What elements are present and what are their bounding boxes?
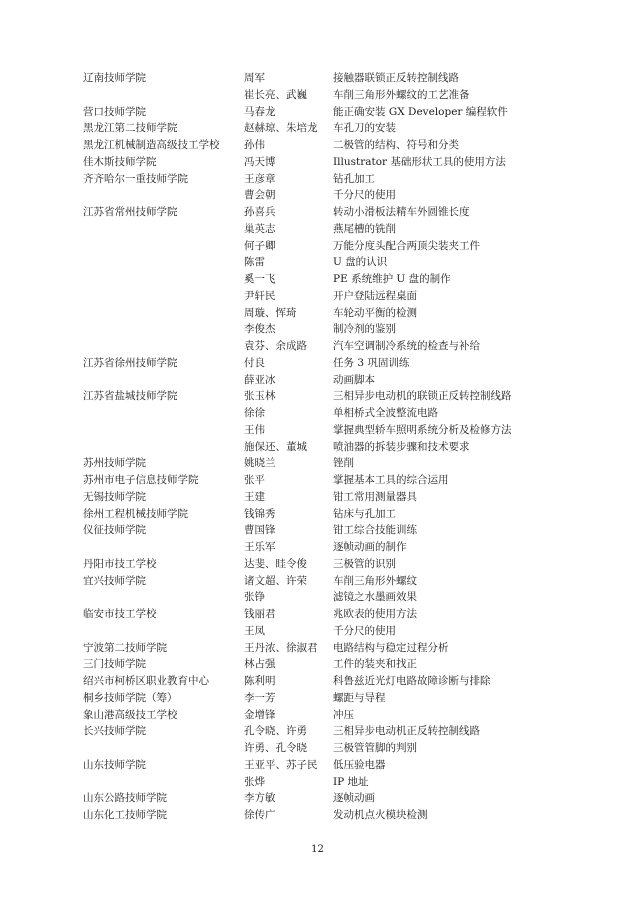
school-name: 丹阳市技工学校 bbox=[83, 557, 157, 570]
school-name: 仪征技师学院 bbox=[83, 524, 146, 537]
school-name: 黑龙江机械制造高级技工学校 bbox=[83, 139, 220, 151]
table-row bbox=[0, 690, 635, 707]
lesson-title: 车孔刀的安装 bbox=[333, 122, 396, 135]
school-name: 苏州技师学院 bbox=[83, 457, 146, 470]
teacher-names: 张铮 bbox=[244, 591, 265, 604]
teacher-names: 诸文超、许荣 bbox=[244, 574, 307, 587]
teacher-names: 赵赫琼、朱培龙 bbox=[244, 122, 318, 135]
school-name: 江苏省常州技师学院 bbox=[83, 206, 178, 218]
lesson-title: 燕尾槽的铣削 bbox=[333, 222, 396, 235]
table-row bbox=[0, 640, 635, 657]
table-row bbox=[0, 422, 635, 439]
teacher-names: 袁芬、余成路 bbox=[244, 340, 307, 352]
teacher-names: 何子卿 bbox=[244, 239, 276, 252]
teacher-names: 徐传广 bbox=[244, 809, 276, 821]
teacher-names: 曹国锋 bbox=[244, 524, 276, 537]
table-row bbox=[0, 656, 635, 673]
school-name: 山东公路技师学院 bbox=[83, 792, 167, 805]
table-row bbox=[0, 271, 635, 288]
table-row bbox=[0, 673, 635, 690]
table-row bbox=[0, 87, 635, 104]
table-row bbox=[0, 355, 635, 372]
teacher-names: 薛亚冰 bbox=[244, 373, 276, 386]
table-row bbox=[0, 489, 635, 506]
teacher-names: 王建 bbox=[244, 490, 265, 503]
school-name: 三门技师学院 bbox=[83, 658, 146, 671]
teacher-names: 陈雷 bbox=[244, 256, 265, 269]
teacher-names: 徐徐 bbox=[244, 407, 265, 419]
teacher-names: 王亚平、苏子民 bbox=[244, 758, 318, 771]
lesson-title: 千分尺的使用 bbox=[333, 189, 396, 202]
teacher-names: 张烨 bbox=[244, 775, 265, 788]
table-row bbox=[0, 137, 635, 154]
lesson-title: 转动小滑板法精车外圆锥长度 bbox=[333, 206, 470, 218]
table-row bbox=[0, 807, 635, 824]
lesson-title: 电路结构与稳定过程分析 bbox=[333, 641, 449, 654]
school-name: 宜兴技师学院 bbox=[83, 574, 146, 587]
school-name: 黑龙江第二技师学院 bbox=[83, 122, 178, 135]
lesson-title: PE 系统维护 U 盘的制作 bbox=[333, 273, 451, 285]
table-row bbox=[0, 455, 635, 472]
teacher-names: 许勇、孔令晓 bbox=[244, 742, 307, 754]
teacher-names: 钱丽君 bbox=[244, 608, 276, 620]
table-row bbox=[0, 221, 635, 238]
table-row bbox=[0, 70, 635, 87]
school-name: 长兴技师学院 bbox=[83, 725, 146, 738]
teacher-names: 李方敏 bbox=[244, 792, 276, 805]
table-row bbox=[0, 254, 635, 271]
entries-table bbox=[0, 70, 635, 824]
lesson-title: 车削三角形外螺纹的工艺准备 bbox=[333, 88, 470, 101]
teacher-names: 王伟 bbox=[244, 423, 265, 436]
school-name: 苏州市电子信息技师学院 bbox=[83, 474, 199, 486]
teacher-names: 李俊杰 bbox=[244, 323, 276, 336]
table-row bbox=[0, 305, 635, 322]
school-name: 山东化工技师学院 bbox=[83, 809, 167, 821]
teacher-names: 姚晓兰 bbox=[244, 457, 276, 470]
lesson-title: 掌握基本工具的综合运用 bbox=[333, 474, 449, 486]
teacher-names: 奚一飞 bbox=[244, 273, 276, 285]
lesson-title: 滤镜之水墨画效果 bbox=[333, 591, 417, 604]
table-row bbox=[0, 204, 635, 221]
table-row bbox=[0, 439, 635, 456]
table-row bbox=[0, 740, 635, 757]
school-name: 营口技师学院 bbox=[83, 105, 146, 118]
table-row bbox=[0, 539, 635, 556]
table-row bbox=[0, 606, 635, 623]
lesson-title: 动画脚本 bbox=[333, 373, 375, 386]
teacher-names: 王丹浓、徐淑君 bbox=[244, 641, 318, 654]
lesson-title: 制冷剂的鉴别 bbox=[333, 323, 396, 336]
lesson-title: 兆欧表的使用方法 bbox=[333, 608, 417, 620]
school-name: 桐乡技师学院（筹） bbox=[83, 691, 178, 704]
lesson-title: 三相异步电动机的联锁正反转控制线路 bbox=[333, 390, 512, 403]
school-name: 宁波第二技师学院 bbox=[83, 641, 167, 654]
school-name: 齐齐哈尔一重技师学院 bbox=[83, 172, 188, 185]
lesson-title: 二极管的结构、符号和分类 bbox=[333, 139, 459, 151]
school-name: 徐州工程机械技师学院 bbox=[83, 507, 188, 520]
teacher-names: 孔令晓、许勇 bbox=[244, 725, 307, 738]
lesson-title: 钳工综合技能训练 bbox=[333, 524, 417, 537]
table-row bbox=[0, 757, 635, 774]
teacher-names: 崔长亮、武巍 bbox=[244, 88, 307, 101]
lesson-title: 接触器联锁正反转控制线路 bbox=[333, 72, 459, 84]
table-row bbox=[0, 790, 635, 807]
lesson-title: 三极管的识别 bbox=[333, 557, 396, 570]
lesson-title: 能正确安装 GX Developer 编程软件 bbox=[333, 105, 508, 118]
teacher-names: 达斐、眭令俊 bbox=[244, 557, 307, 570]
teacher-names: 付良 bbox=[244, 356, 265, 369]
teacher-names: 金增锋 bbox=[244, 708, 276, 721]
lesson-title: 三相异步电动机正反转控制线路 bbox=[333, 725, 480, 738]
page-number: 12 bbox=[311, 844, 324, 855]
school-name: 无锡技师学院 bbox=[83, 490, 146, 503]
teacher-names: 孙伟 bbox=[244, 139, 265, 151]
lesson-title: 车轮动平衡的检测 bbox=[333, 306, 417, 319]
table-row bbox=[0, 723, 635, 740]
table-row bbox=[0, 405, 635, 422]
lesson-title: 逐帧动画的制作 bbox=[333, 541, 407, 553]
table-row bbox=[0, 104, 635, 121]
table-row bbox=[0, 623, 635, 640]
table-row bbox=[0, 573, 635, 590]
teacher-names: 马春龙 bbox=[244, 105, 276, 118]
teacher-names: 王乐军 bbox=[244, 541, 276, 553]
table-row bbox=[0, 288, 635, 305]
lesson-title: 逐帧动画 bbox=[333, 792, 375, 805]
lesson-title: 科鲁兹近光灯电路故障诊断与排除 bbox=[333, 675, 491, 687]
school-name: 绍兴市柯桥区职业教育中心 bbox=[83, 675, 209, 687]
lesson-title: 钳工常用测量器具 bbox=[333, 490, 417, 503]
lesson-title: Illustrator 基础形状工具的使用方法 bbox=[333, 155, 506, 168]
teacher-names: 陈利明 bbox=[244, 675, 276, 687]
lesson-title: 低压验电器 bbox=[333, 758, 386, 771]
lesson-title: 冲压 bbox=[333, 708, 354, 721]
lesson-title: 车削三角形外螺纹 bbox=[333, 574, 417, 587]
teacher-names: 巢英志 bbox=[244, 222, 276, 235]
table-row bbox=[0, 154, 635, 171]
table-row bbox=[0, 338, 635, 355]
lesson-title: 三极管管脚的判别 bbox=[333, 742, 417, 754]
table-row bbox=[0, 472, 635, 489]
table-row bbox=[0, 120, 635, 137]
lesson-title: 汽车空调制冷系统的检查与补给 bbox=[333, 340, 480, 352]
teacher-names: 孙喜兵 bbox=[244, 206, 276, 218]
teacher-names: 王彦章 bbox=[244, 172, 276, 185]
table-row bbox=[0, 187, 635, 204]
lesson-title: 任务 3 巩固训练 bbox=[333, 356, 410, 369]
table-row bbox=[0, 774, 635, 791]
lesson-title: 掌握典型轿车照明系统分析及检修方法 bbox=[333, 423, 512, 436]
lesson-title: IP 地址 bbox=[333, 775, 369, 788]
school-name: 佳木斯技师学院 bbox=[83, 155, 157, 168]
lesson-title: 锉削 bbox=[333, 457, 354, 470]
teacher-names: 王凤 bbox=[244, 624, 265, 637]
teacher-names: 钱锦秀 bbox=[244, 507, 276, 520]
school-name: 临安市技工学校 bbox=[83, 608, 157, 620]
lesson-title: 喷油器的拆装步骤和技术要求 bbox=[333, 440, 470, 453]
school-name: 象山港高级技工学校 bbox=[83, 708, 178, 721]
teacher-names: 曹会朝 bbox=[244, 189, 276, 202]
lesson-title: U 盘的认识 bbox=[333, 256, 388, 269]
lesson-title: 发动机点火模块检测 bbox=[333, 809, 428, 821]
table-row bbox=[0, 522, 635, 539]
lesson-title: 万能分度头配合两顶尖装夹工件 bbox=[333, 239, 480, 252]
teacher-names: 冯天博 bbox=[244, 155, 276, 168]
lesson-title: 钻床与孔加工 bbox=[333, 507, 396, 520]
table-row bbox=[0, 238, 635, 255]
teacher-names: 张玉林 bbox=[244, 390, 276, 403]
table-row bbox=[0, 388, 635, 405]
teacher-names: 李一芳 bbox=[244, 691, 276, 704]
table-row bbox=[0, 171, 635, 188]
school-name: 江苏省徐州技师学院 bbox=[83, 356, 178, 369]
teacher-names: 周军 bbox=[244, 72, 265, 84]
table-row bbox=[0, 506, 635, 523]
teacher-names: 张平 bbox=[244, 474, 265, 486]
lesson-title: 千分尺的使用 bbox=[333, 624, 396, 637]
table-row bbox=[0, 556, 635, 573]
lesson-title: 单相桥式全波整流电路 bbox=[333, 407, 438, 419]
teacher-names: 施保还、董城 bbox=[244, 440, 307, 453]
table-row bbox=[0, 321, 635, 338]
table-row bbox=[0, 589, 635, 606]
table-row bbox=[0, 707, 635, 724]
school-name: 辽南技师学院 bbox=[83, 72, 146, 84]
lesson-title: 工件的装夹和找正 bbox=[333, 658, 417, 671]
table-row bbox=[0, 372, 635, 389]
school-name: 山东技师学院 bbox=[83, 758, 146, 771]
school-name: 江苏省盐城技师学院 bbox=[83, 390, 178, 403]
lesson-title: 螺距与导程 bbox=[333, 691, 386, 704]
teacher-names: 周璇、恽琦 bbox=[244, 306, 297, 319]
teacher-names: 林占强 bbox=[244, 658, 276, 671]
lesson-title: 钻孔加工 bbox=[333, 172, 375, 185]
teacher-names: 尹轩民 bbox=[244, 289, 276, 302]
lesson-title: 开户登陆远程桌面 bbox=[333, 289, 417, 302]
